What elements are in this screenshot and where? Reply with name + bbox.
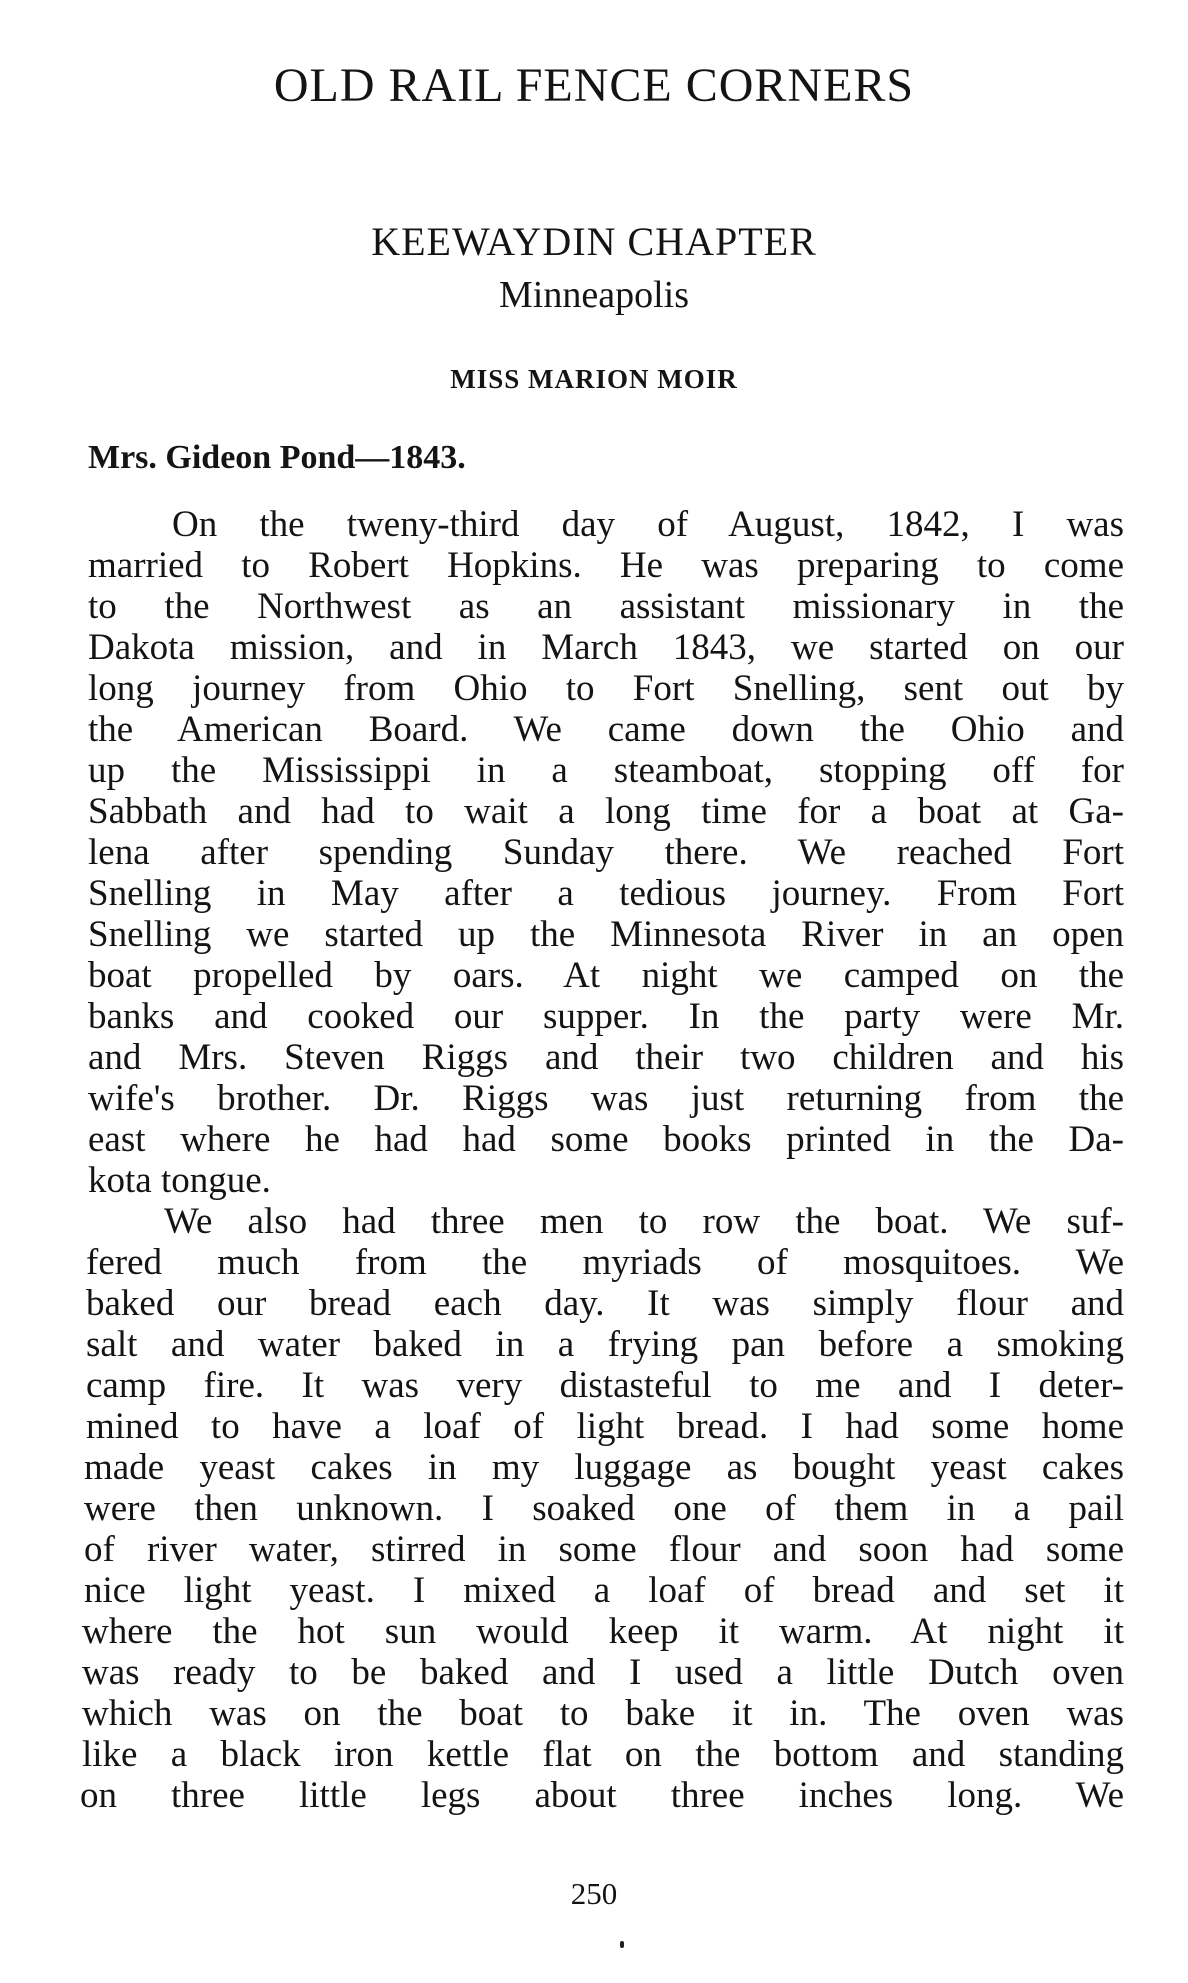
- text-line: Sabbath and had to wait a long time for a boat at Ga-: [88, 791, 1124, 832]
- text-line: east where he had had some books printed in the Da-: [88, 1119, 1124, 1160]
- text-line: and Mrs. Steven Riggs and their two children and his: [88, 1037, 1124, 1078]
- text-line: Snelling we started up the Minnesota River in an open: [88, 914, 1124, 955]
- text-line: of river water, stirred in some flour and soon had some: [84, 1529, 1124, 1570]
- chapter-heading: KEEWAYDIN CHAPTER: [371, 219, 817, 264]
- text-line: up the Mississippi in a steamboat, stopping off for: [88, 750, 1124, 791]
- text-line: fered much from the myriads of mosquitoes. We: [86, 1242, 1124, 1283]
- text-line: long journey from Ohio to Fort Snelling, sent out by: [88, 668, 1124, 709]
- text-line: On the tweny-third day of August, 1842, I was: [172, 504, 1124, 545]
- text-line: salt and water baked in a frying pan before a smoking: [86, 1324, 1124, 1365]
- text-line: made yeast cakes in my luggage as bought yeast cakes: [84, 1447, 1124, 1488]
- text-line: on three little legs about three inches long. We: [80, 1775, 1124, 1816]
- text-line: which was on the boat to bake it in. The oven was: [82, 1693, 1124, 1734]
- page-number: 250: [570, 1876, 618, 1911]
- text-line: nice light yeast. I mixed a loaf of bread and set it: [84, 1570, 1124, 1611]
- text-line: to the Northwest as an assistant missionary in the: [88, 586, 1124, 627]
- text-line: married to Robert Hopkins. He was preparing to come: [88, 545, 1124, 586]
- text-line: lena after spending Sunday there. We reached Fort: [88, 832, 1124, 873]
- text-line: kota tongue.: [88, 1160, 271, 1201]
- text-line: baked our bread each day. It was simply flour and: [86, 1283, 1124, 1324]
- text-line: mined to have a loaf of light bread. I had some home: [86, 1406, 1124, 1447]
- text-line: were then unknown. I soaked one of them in a pail: [84, 1488, 1124, 1529]
- text-line: boat propelled by oars. At night we camped on the: [88, 955, 1124, 996]
- text-line: was ready to be baked and I used a little Dutch oven: [82, 1652, 1124, 1693]
- chapter-city: Minneapolis: [499, 274, 689, 316]
- text-line: the American Board. We came down the Ohio and: [88, 709, 1124, 750]
- entry-title: Mrs. Gideon Pond—1843.: [88, 439, 466, 476]
- text-line: camp fire. It was very distasteful to me and I deter-: [86, 1365, 1124, 1406]
- text-line: where the hot sun would keep it warm. At night it: [82, 1611, 1124, 1652]
- running-head: OLD RAIL FENCE CORNERS: [273, 59, 915, 112]
- chapter-author: MISS MARION MOIR: [450, 364, 738, 394]
- print-mark: [620, 1941, 624, 1948]
- text-line: Snelling in May after a tedious journey. From Fort: [88, 873, 1124, 914]
- text-line: We also had three men to row the boat. We suf-: [164, 1201, 1124, 1242]
- text-line: wife's brother. Dr. Riggs was just returning from the: [88, 1078, 1124, 1119]
- text-line: banks and cooked our supper. In the party were Mr.: [88, 996, 1124, 1037]
- text-line: like a black iron kettle flat on the bottom and standing: [82, 1734, 1124, 1775]
- text-line: Dakota mission, and in March 1843, we started on our: [88, 627, 1124, 668]
